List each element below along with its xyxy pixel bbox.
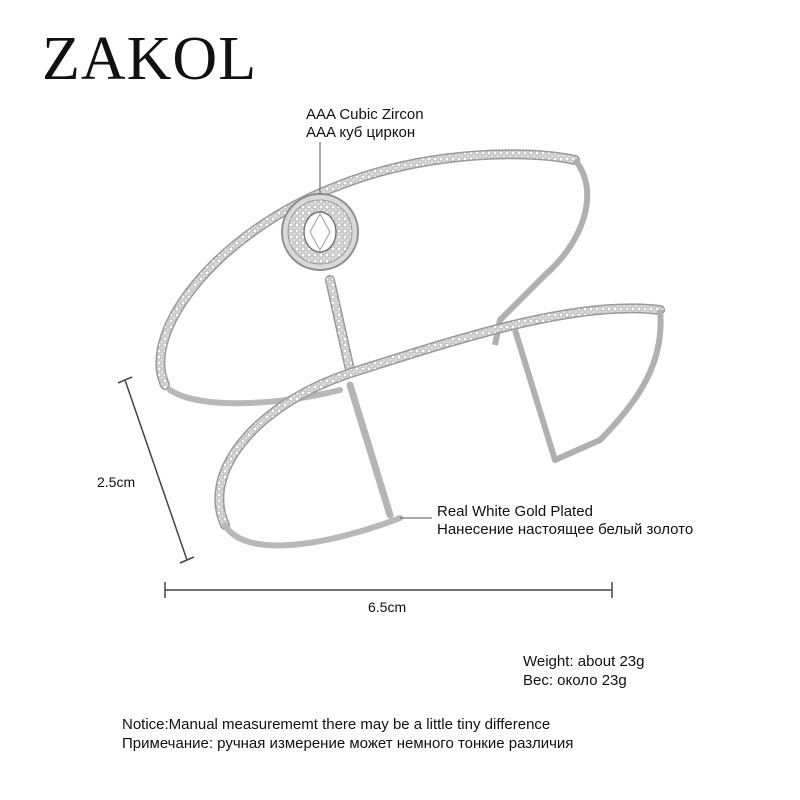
halo-stone [282, 194, 358, 270]
height-dimension-line [118, 377, 194, 563]
plating-label-en: Real White Gold Plated [437, 503, 593, 520]
zircon-label-en: AAA Cubic Zircon [306, 106, 424, 123]
weight-label-en: Weight: about 23g [523, 653, 645, 670]
zircon-label-ru: AAA куб циркон [306, 124, 416, 141]
width-dimension-label: 6.5cm [368, 599, 407, 615]
weight-label-ru: Вес: около 23g [523, 672, 627, 689]
notice-en: Notice:Manual measurememt there may be a little tiny difference [122, 716, 551, 733]
notice-ru: Примечание: ручная измерение может немного тонкие различия [122, 735, 574, 752]
plating-label-ru: Нанесение настоящее белый золото [437, 521, 694, 538]
center-bar [330, 280, 390, 515]
height-dimension-label: 2.5cm [97, 474, 136, 490]
width-dimension-line [165, 582, 612, 598]
brand-logo: ZAKOL [42, 25, 258, 93]
